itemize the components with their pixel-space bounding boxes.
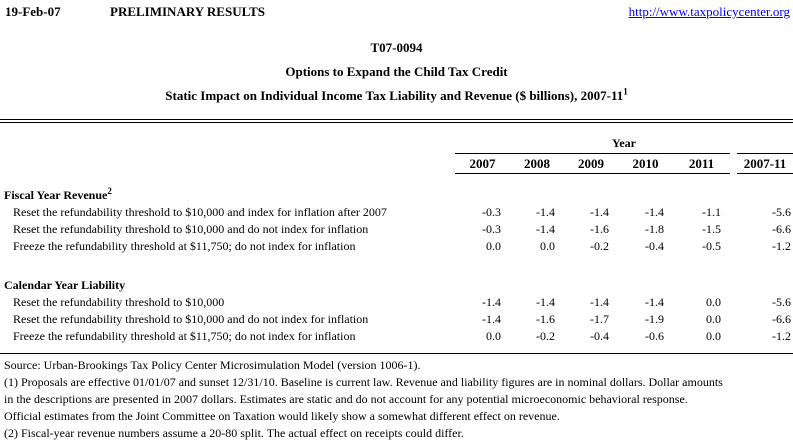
row-label: Reset the refundability threshold to $10,000 and do not index for inflation bbox=[13, 222, 369, 236]
section-label: Calendar Year Liability bbox=[4, 278, 126, 292]
column-gap bbox=[730, 311, 737, 328]
value-cell-total: -6.6 bbox=[772, 222, 791, 236]
empty-cell bbox=[0, 123, 455, 153]
preliminary-results-label: PRELIMINARY RESULTS bbox=[110, 4, 265, 19]
report-date: 19-Feb-07 bbox=[5, 4, 61, 19]
value-cell: -0.4 bbox=[590, 329, 609, 343]
value-cell: -1.4 bbox=[645, 295, 664, 309]
section-fiscal-year-revenue bbox=[0, 187, 793, 204]
value-cell: -0.2 bbox=[590, 239, 609, 253]
value-cell: -0.5 bbox=[702, 239, 721, 253]
value-cell-total: -1.2 bbox=[772, 239, 791, 253]
taxpolicycenter-link[interactable]: http://www.taxpolicycenter.org bbox=[628, 4, 790, 19]
column-gap bbox=[730, 328, 737, 345]
value-cell: -1.4 bbox=[536, 222, 555, 236]
spacer bbox=[0, 255, 793, 277]
page-subtitle bbox=[0, 84, 793, 108]
value-cell-total: -6.6 bbox=[772, 312, 791, 326]
value-cell: -1.4 bbox=[590, 295, 609, 309]
value-cell: -0.4 bbox=[645, 239, 664, 253]
value-cell: -1.6 bbox=[536, 312, 555, 326]
value-cell: -1.4 bbox=[645, 205, 664, 219]
value-cell: 0.0 bbox=[540, 239, 555, 253]
col-header-2007: 2007 bbox=[455, 153, 510, 174]
footnote-1-line-1: (1) Proposals are effective 01/01/07 and sunset 12/31/10. Baseline is current law. Revenue and liability figures are in nominal dollars. Dollar amounts bbox=[4, 375, 723, 389]
column-gap bbox=[730, 221, 737, 238]
table-bottom-rule bbox=[0, 353, 793, 354]
source-note: Source: Urban-Brookings Tax Policy Center Microsimulation Model (version 1006-1). bbox=[4, 358, 421, 372]
value-cell: 0.0 bbox=[486, 239, 501, 253]
spacer bbox=[0, 174, 793, 187]
value-cell-total: -5.6 bbox=[772, 295, 791, 309]
column-gap bbox=[730, 204, 737, 221]
subtitle-text: Static Impact on Individual Income Tax Liability and Revenue ($ billions), 2007-11 bbox=[165, 88, 624, 103]
footnotes bbox=[0, 357, 793, 442]
section-calendar-year-liability bbox=[0, 277, 793, 294]
title-block bbox=[0, 36, 793, 108]
col-header-2009: 2009 bbox=[564, 153, 618, 174]
col-header-2007-11: 2007-11 bbox=[737, 153, 793, 174]
value-cell: 0.0 bbox=[706, 295, 721, 309]
value-cell: -1.4 bbox=[482, 312, 501, 326]
column-gap bbox=[730, 153, 737, 174]
row-label: Freeze the refundability threshold at $11,750; do not index for inflation bbox=[13, 329, 356, 343]
value-cell: -0.3 bbox=[482, 205, 501, 219]
value-cell-total: -5.6 bbox=[772, 205, 791, 219]
value-cell: -1.6 bbox=[590, 222, 609, 236]
row-label: Reset the refundability threshold to $10,000 and index for inflation after 2007 bbox=[13, 205, 387, 219]
col-header-2010: 2010 bbox=[618, 153, 673, 174]
value-cell: -1.5 bbox=[702, 222, 721, 236]
col-header-2008: 2008 bbox=[510, 153, 564, 174]
value-cell: -1.4 bbox=[536, 205, 555, 219]
row-label: Reset the refundability threshold to $10,000 and do not index for inflation bbox=[13, 312, 369, 326]
page-title: Options to Expand the Child Tax Credit bbox=[285, 64, 508, 79]
value-cell: -1.4 bbox=[536, 295, 555, 309]
section-label: Fiscal Year Revenue bbox=[4, 188, 108, 202]
value-cell: -1.7 bbox=[590, 312, 609, 326]
value-cell: -1.1 bbox=[702, 205, 721, 219]
value-cell: -1.9 bbox=[645, 312, 664, 326]
footnote-1-line-2: in the descriptions are presented in 2007 dollars. Estimates are static and do not account for any potential microeconomic behavioral response. bbox=[4, 392, 688, 406]
table-number: T07-0094 bbox=[370, 40, 423, 55]
footnote-2: (2) Fiscal-year revenue numbers assume a 20-80 split. The actual effect on receipts could differ. bbox=[4, 426, 464, 440]
value-cell: 0.0 bbox=[706, 329, 721, 343]
empty-cell bbox=[0, 153, 455, 174]
row-label: Freeze the refundability threshold at $11,750; do not index for inflation bbox=[13, 239, 356, 253]
value-cell: -1.4 bbox=[482, 295, 501, 309]
footnote-marker-1: 1 bbox=[623, 86, 628, 97]
footnote-1-line-3: Official estimates from the Joint Committee on Taxation would likely show a somewhat different effect on revenue. bbox=[4, 409, 560, 423]
value-cell: -0.3 bbox=[482, 222, 501, 236]
results-table bbox=[0, 123, 793, 345]
value-cell: -0.2 bbox=[536, 329, 555, 343]
col-header-2011: 2011 bbox=[673, 153, 730, 174]
value-cell: 0.0 bbox=[706, 312, 721, 326]
value-cell: -1.8 bbox=[645, 222, 664, 236]
value-cell-total: -1.2 bbox=[772, 329, 791, 343]
column-gap bbox=[730, 294, 737, 311]
top-bar bbox=[0, 0, 793, 21]
row-label: Reset the refundability threshold to $10,000 bbox=[13, 295, 225, 309]
column-gap bbox=[730, 238, 737, 255]
year-group-header: Year bbox=[612, 136, 636, 150]
value-cell: -0.6 bbox=[645, 329, 664, 343]
value-cell: -1.4 bbox=[590, 205, 609, 219]
footnote-marker-2: 2 bbox=[107, 186, 112, 196]
value-cell: 0.0 bbox=[486, 329, 501, 343]
